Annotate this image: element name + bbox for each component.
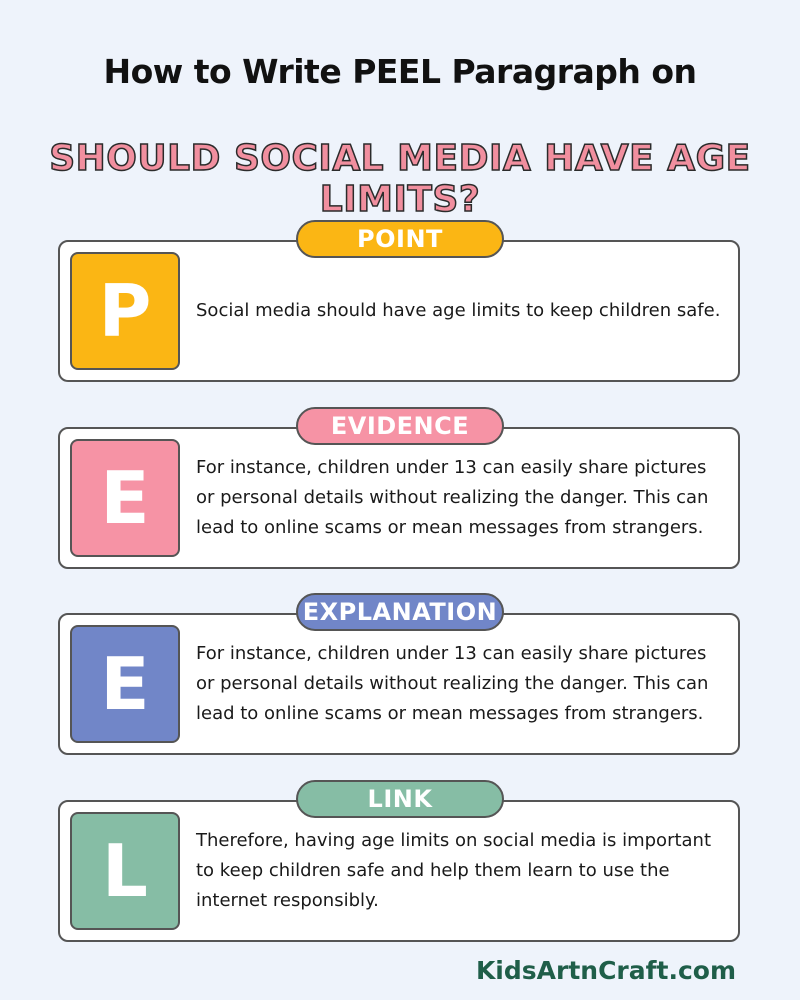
section-card-point — [58, 240, 740, 382]
letter-box-p: P — [70, 252, 180, 370]
section-card-explanation — [58, 613, 740, 755]
section-text-link: Therefore, having age limits on social media is important to keep children safe and help them learn to use the internet responsibly. — [196, 830, 712, 911]
page-subtitle: SHOULD SOCIAL MEDIA HAVE AGE LIMITS? — [49, 138, 751, 220]
section-label-link: LINK — [296, 780, 504, 818]
section-label-evidence: EVIDENCE — [296, 407, 504, 445]
letter-box-e-evidence: E — [70, 439, 180, 557]
section-text-evidence: For instance, children under 13 can easily share pictures or personal details without realizing the danger. This can lead to online scams or mean messages from strangers. — [196, 457, 709, 538]
page-title: How to Write PEEL Paragraph on — [103, 52, 697, 91]
letter-box-l: L — [70, 812, 180, 930]
brand-footer: KidsArtnCraft.com — [475, 956, 736, 985]
section-label-explanation: EXPLANATION — [296, 593, 504, 631]
section-card-evidence — [58, 427, 740, 569]
section-text-explanation: For instance, children under 13 can easily share pictures or personal details without realizing the danger. This can lead to online scams or mean messages from strangers. — [196, 643, 709, 724]
section-card-link — [58, 800, 740, 942]
letter-box-e-explanation: E — [70, 625, 180, 743]
section-label-point: POINT — [296, 220, 504, 258]
section-text-point: Social media should have age limits to keep children safe. — [196, 300, 721, 321]
